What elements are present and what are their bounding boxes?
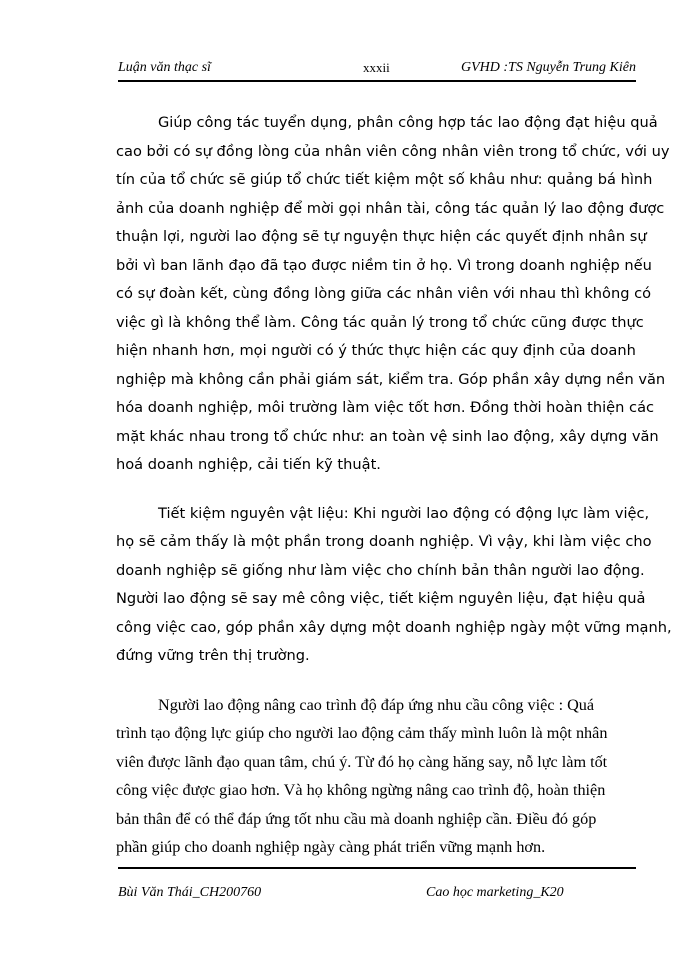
text-line: doanh nghiệp sẽ giống như làm việc cho chính bản thân người lao động. xyxy=(116,561,645,579)
text-line: Tiết kiệm nguyên vật liệu: Khi người lao động có động lực làm việc, xyxy=(158,504,650,522)
text-line: cao bởi có sự đồng lòng của nhân viên công nhân viên trong tổ chức, với uy xyxy=(116,142,670,160)
text-line: hiện nhanh hơn, mọi người có ý thức thực hiện các quy định của doanh xyxy=(116,342,636,359)
text-line: Người lao động sẽ say mê công việc, tiết kiệm nguyên liệu, đạt hiệu quả xyxy=(116,590,646,607)
paragraph-materials xyxy=(116,500,672,671)
footer-rule xyxy=(118,867,636,869)
text-line: viên được lãnh đạo quan tâm, chú ý. Từ đó họ càng hăng say, nỗ lực làm tốt xyxy=(116,752,608,771)
text-line: có sự đoàn kết, cùng đồng lòng giữa các nhân viên với nhau thì không có xyxy=(116,285,652,302)
paragraph-skills xyxy=(116,691,636,862)
paragraph-recruitment xyxy=(116,109,670,480)
page-header xyxy=(118,60,636,80)
supervisor-label: GVHD :TS Nguyễn Trung Kiên xyxy=(461,60,636,75)
text-line: mặt khác nhau trong tổ chức như: an toàn vệ sinh lao động, xây dựng văn xyxy=(116,427,659,445)
text-line: nghiệp mà không cần phải giám sát, kiểm tra. Góp phần xây dựng nền văn xyxy=(116,370,666,388)
text-line: họ sẽ cảm thấy là một phần trong doanh nghiệp. Vì vậy, khi làm việc cho xyxy=(116,533,652,550)
text-line: Giúp công tác tuyển dụng, phân công hợp tác lao động đạt hiệu quả xyxy=(158,114,658,131)
text-line: ảnh của doanh nghiệp để mời gọi nhân tài, công tác quản lý lao động được xyxy=(116,199,665,217)
text-line: bởi vì ban lãnh đạo đã tạo được niềm tin ở họ. Vì trong doanh nghiệp nếu xyxy=(116,256,652,274)
text-line: thuận lợi, người lao động sẽ tự nguyện thực hiện các quyết định nhân sự xyxy=(116,228,647,245)
header-rule xyxy=(118,80,636,82)
text-line: hóa doanh nghiệp, môi trường làm việc tốt hơn. Đồng thời hoàn thiện các xyxy=(116,399,655,416)
text-line: trình tạo động lực giúp cho người lao động cảm thấy mình luôn là một nhân xyxy=(116,724,608,742)
page-footer xyxy=(118,885,636,905)
text-line: công việc được giao hơn. Và họ không ngừng nâng cao trình độ, hoàn thiện xyxy=(116,781,606,799)
program-label: Cao học marketing_K20 xyxy=(426,885,564,900)
text-line: đứng vững trên thị trường. xyxy=(116,647,310,664)
page-number: xxxii xyxy=(363,60,390,75)
document-body xyxy=(116,109,672,862)
text-line: tín của tổ chức sẽ giúp tổ chức tiết kiệm một số khâu như: quảng bá hình xyxy=(116,171,653,188)
text-line: Người lao động nâng cao trình độ đáp ứng nhu cầu công việc : Quá xyxy=(158,695,595,714)
text-line: phần giúp cho doanh nghiệp ngày càng phát triển vững mạnh hơn. xyxy=(116,838,546,856)
text-line: công việc cao, góp phần xây dựng một doanh nghiệp ngày một vững mạnh, xyxy=(116,618,672,636)
text-line: hoá doanh nghiệp, cải tiến kỹ thuật. xyxy=(116,456,381,473)
thesis-type-label: Luận văn thạc sĩ xyxy=(118,60,211,75)
text-line: bản thân để có thể đáp ứng tốt nhu cầu mà doanh nghiệp cần. Điều đó góp xyxy=(116,809,597,828)
text-line: việc gì là không thể làm. Công tác quản lý trong tổ chức cũng được thực xyxy=(116,313,644,331)
author-label: Bùi Văn Thái_CH200760 xyxy=(118,885,262,900)
